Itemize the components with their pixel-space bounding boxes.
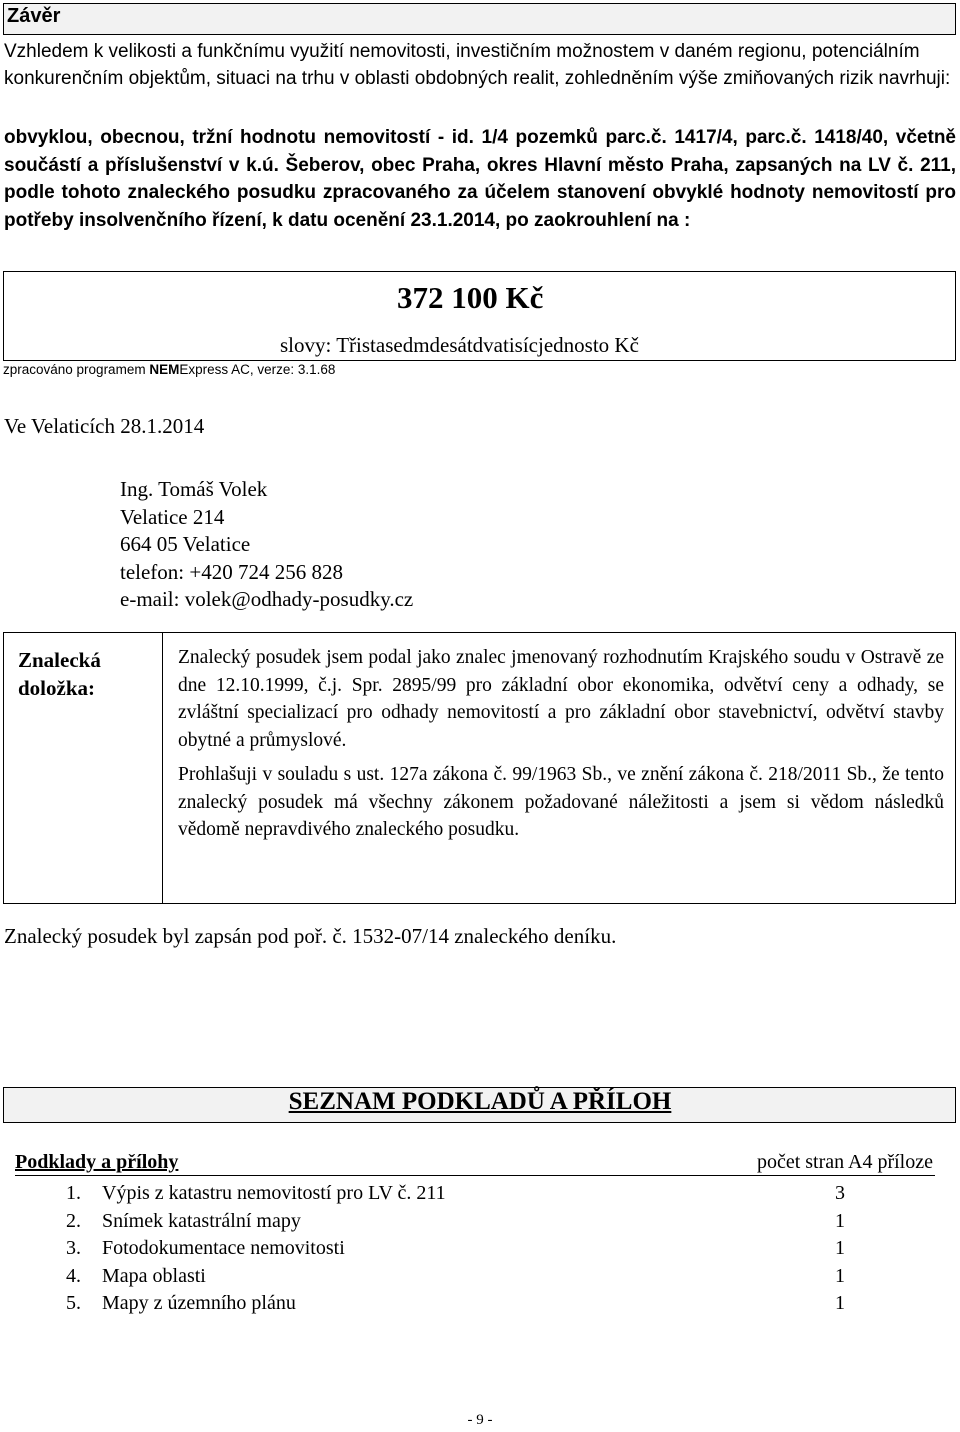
author-email: e-mail: volek@odhady-posudky.cz — [120, 587, 414, 612]
list-item-text: Mapa oblasti — [102, 1264, 206, 1287]
program-note-suffix: Express AC, verze: 3.1.68 — [179, 362, 336, 377]
program-note — [3, 362, 335, 377]
author-street: Velatice 214 — [120, 504, 225, 529]
list-item-text: Snímek katastrální mapy — [102, 1209, 301, 1232]
author-phone: telefon: +420 724 256 828 — [120, 559, 343, 584]
expert-clause-label — [18, 646, 126, 702]
conclusion-title: Závěr — [7, 5, 61, 27]
list-item — [0, 1208, 960, 1236]
list-item-pages: 1 — [835, 1209, 845, 1232]
list-item-pages: 1 — [835, 1264, 845, 1287]
list-item-text: Fotodokumentace nemovitosti — [102, 1237, 345, 1259]
expert-clause-divider — [162, 632, 163, 904]
list-item — [0, 1290, 960, 1318]
list-item-number: 2. — [66, 1209, 81, 1232]
list-item — [0, 1235, 960, 1263]
list-item-pages: 1 — [835, 1237, 845, 1259]
expert-clause-paragraph-1: Znalecký posudek jsem podal jako znalec jmenovaný rozhodnutím Krajského soudu v Ostravě ze dne 12.10.1999, č.j. Spr. 2895/99 pro základní obor ekonomika, odvětví ceny a odhady, se zvláštní specializací pro odhady nemovitostí a pro základní obor stavebnictví, odvětví stavby obytné a průmyslové. — [178, 647, 944, 752]
list-item-number: 1. — [66, 1182, 81, 1204]
place-date: Ve Velaticích 28.1.2014 — [4, 414, 205, 438]
expert-clause-paragraph-2: Prohlašuji v souladu s ust. 127a zákona č. 99/1963 Sb., ve znění zákona č. 218/2011 Sb., že tento znalecký posudek má všechny zákonem požadované náležitosti a jsem si vědom následků vědomě nepravdivého znaleckého posudku. — [178, 763, 944, 841]
list-item-text: Výpis z katastru nemovitostí pro LV č. 211 — [102, 1182, 446, 1204]
list-item — [0, 1180, 960, 1208]
conclusion-header-bar — [3, 3, 956, 35]
author-name: Ing. Tomáš Volek — [120, 477, 268, 501]
attachments-list — [0, 1180, 960, 1318]
valuation-amount: 372 100 Kč — [397, 280, 544, 315]
list-item-number: 4. — [66, 1264, 81, 1287]
conclusion-intro: Vzhledem k velikosti a funkčnímu využití nemovitosti, investičním možnostem v daném regionu, potenciálním konkurenčním objektům, situaci na trhu v oblasti obdobných realit, zohledněním výše zmiňovaných rizik navrhuji: — [4, 41, 951, 89]
list-item-pages: 1 — [835, 1292, 845, 1314]
valuation-in-words: slovy: Třistasedmdesátdvatisícjednosto Kč — [280, 333, 639, 357]
page-number: - 9 - — [467, 1412, 493, 1428]
list-item-number: 5. — [66, 1292, 81, 1314]
attachments-table-header — [15, 1151, 935, 1177]
attachments-title: SEZNAM PODKLADŮ A PŘÍLOH — [288, 1088, 672, 1115]
list-item — [0, 1263, 960, 1291]
expert-clause-text — [178, 644, 944, 844]
list-item-text: Mapy z územního plánu — [102, 1292, 296, 1314]
attachments-header-left: Podklady a přílohy — [15, 1151, 179, 1173]
attachments-header-rule — [15, 1175, 935, 1176]
program-note-prefix: zpracováno programem — [3, 362, 150, 377]
conclusion-statement: obvyklou, obecnou, tržní hodnotu nemovitostí - id. 1/4 pozemků parc.č. 1417/4, parc.č. 1418/40, včetně součástí a příslušenství v k.ú. Šeberov, obec Praha, okres Hlavní město Praha, zapsaných na LV č. 211, podle tohoto znaleckého posudku zpracovaného za účelem stanovení obvyklé hodnoty nemovitostí pro potřeby insolvenčního řízení, k datu ocenění 23.1.2014, po zaokrouhlení na : — [4, 127, 956, 232]
expert-clause-label-line1: Znalecká — [18, 648, 101, 672]
list-item-pages: 3 — [835, 1182, 845, 1204]
author-block — [120, 476, 413, 614]
expert-clause-label-line2: doložka: — [18, 676, 96, 700]
author-city: 664 05 Velatice — [120, 532, 251, 557]
diary-note: Znalecký posudek byl zapsán pod poř. č. 1532-07/14 znaleckého deníku. — [4, 924, 617, 948]
attachments-header-right: počet stran A4 příloze — [756, 1151, 933, 1173]
list-item-number: 3. — [66, 1237, 81, 1259]
program-brand: NEM — [149, 362, 180, 377]
